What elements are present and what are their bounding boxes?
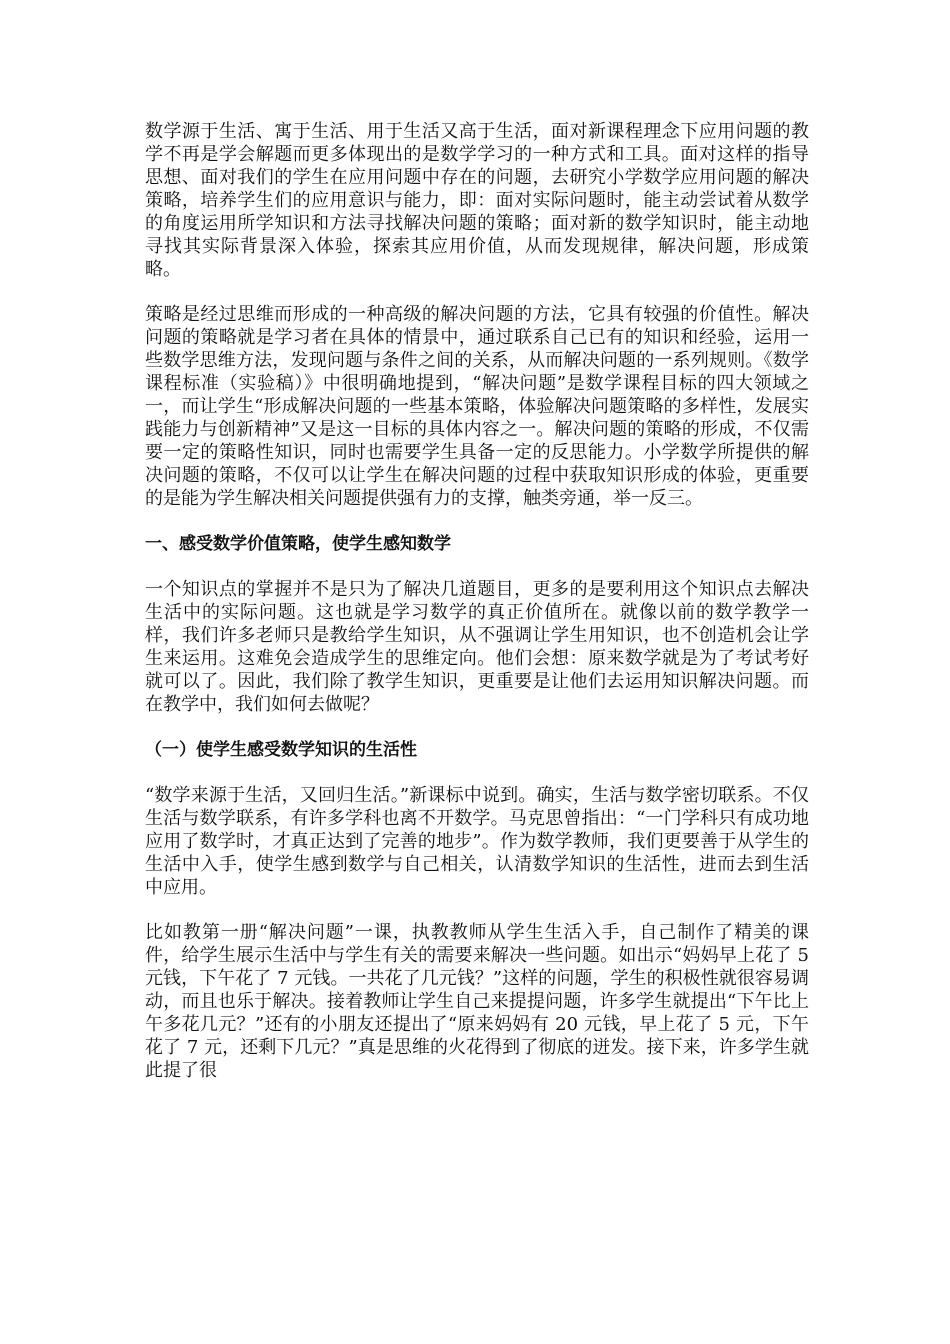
subsection-1-paragraph-2: 比如教第一册“解决问题”一课，执教教师从学生生活入手，自己制作了精美的课件，给学生展示生活中与学生有关的需要来解决一些问题。如出示“妈妈早上花了 5 元钱，下午花了 7 元钱。一共花了几元钱？”这样的问题，学生的积极性就很容易调动，而且也乐于解决。接着教师让学生自己来提提问题，许多学生就提出“下午比上午多花几元？”还有的小朋友还提出了“原来妈妈有 20 元钱，早上花了 5 元，下午花了 7 元，还剩下几元？”真是思维的火花得到了彻底的迸发。接下来，许多学生就此提了很: [145, 922, 809, 1081]
subsection-heading-1: （一）使学生感受数学知识的生活性: [145, 740, 417, 760]
section-heading-1: 一、感受数学价值策略，使学生感知数学: [145, 534, 451, 554]
strategy-paragraph: 策略是经过思维而形成的一种高级的解决问题的方法，它具有较强的价值性。解决问题的策略就是学习者在具体的情景中，通过联系自己已有的知识和经验，运用一些数学思维方法，发现问题与条件之间的关系，从而解决问题的一系列规则。《数学课程标准（实验稿）》中很明确地提到，“解决问题”是数学课程目标的四大领域之一，而让学生“形成解决问题的一些基本策略，体验解决问题策略的多样性，发展实践能力与创新精神”又是这一目标的具体内容之一。解决问题的策略的形成，不仅需要一定的策略性知识，同时也需要学生具备一定的反思能力。小学数学所提供的解决问题的策略，不仅可以让学生在解决问题的过程中获取知识形成的体验，更重要的是能为学生解决相关问题提供强有力的支撑，触类旁通，举一反三。: [145, 304, 809, 509]
document-page: [145, 120, 809, 1104]
section-1-paragraph: 一个知识点的掌握并不是只为了解决几道题目，更多的是要利用这个知识点去解决生活中的实际问题。这也就是学习数学的真正价值所在。就像以前的数学教学一样，我们许多老师只是教给学生知识，从不强调让学生用知识，也不创造机会让学生来运用。这难免会造成学生的思维定向。他们会想：原来数学就是为了考试考好就可以了。因此，我们除了教学生知识，更重要是让他们去运用知识解决问题。而在教学中，我们如何去做呢？: [145, 579, 809, 715]
intro-paragraph: 数学源于生活、寓于生活、用于生活又高于生活，面对新课程理念下应用问题的教学不再是学会解题而更多体现出的是数学学习的一种方式和工具。面对这样的指导思想、面对我们的学生在应用问题中存在的问题，去研究小学数学应用问题的解决策略，培养学生们的应用意识与能力，即：面对实际问题时，能主动尝试着从数学的角度运用所学知识和方法寻找解决问题的策略；面对新的数学知识时，能主动地寻找其实际背景深入体验，探索其应用价值，从而发现规律，解决问题，形成策略。: [145, 121, 809, 280]
subsection-1-paragraph-1: “数学来源于生活，又回归生活。”新课标中说到。确实，生活与数学密切联系。不仅生活与数学联系，有许多学科也离不开数学。马克思曾指出：“一门学科只有成功地应用了数学时，才真正达到了完善的地步”。作为数学教师，我们更要善于从学生的生活中入手，使学生感到数学与自己相关，认清数学知识的生活性，进而去到生活中应用。: [145, 785, 809, 898]
